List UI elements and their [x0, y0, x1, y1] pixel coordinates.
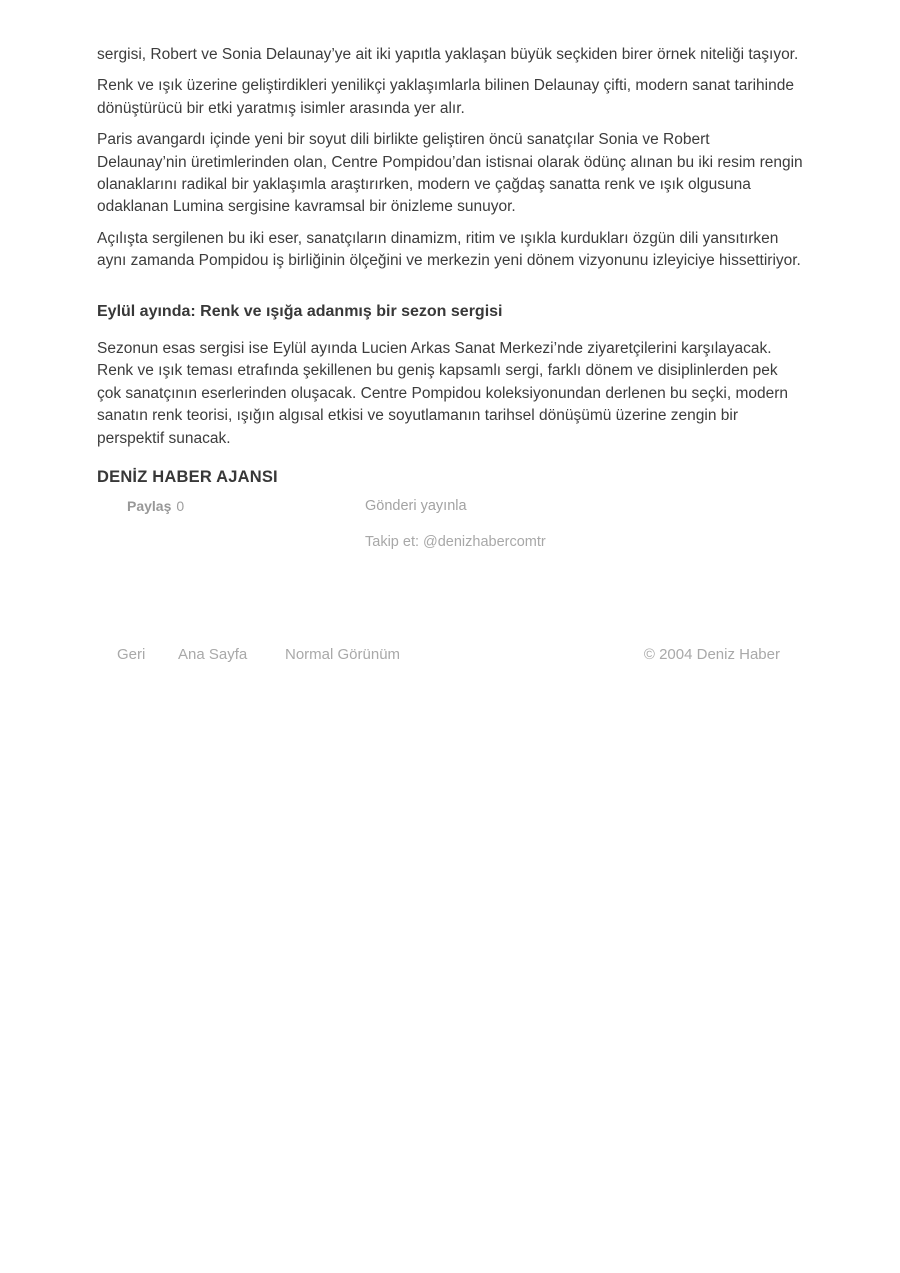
post-tweet-label[interactable]: Gönderi yayınla	[365, 497, 467, 514]
follow-widget	[365, 534, 546, 550]
footer-nav	[0, 646, 900, 666]
share-widgets-area	[97, 489, 803, 609]
article-paragraph: Renk ve ışık üzerine geliştirdikleri yenilikçi yaklaşımlarla bilinen Delaunay çifti, modern sanat tarihinde dönüştürücü bir etki yaratmış isimler arasında yer alır.	[97, 77, 794, 117]
share-count: 0	[176, 497, 185, 514]
agency-heading: DENİZ HABER AJANSI	[97, 468, 278, 487]
follow-label: Takip et:	[365, 533, 419, 550]
article-paragraph: sergisi, Robert ve Sonia Delaunay’ye ait iki yapıtla yaklaşan büyük seçkiden birer örnek niteliği taşıyor.	[97, 46, 799, 63]
article-body	[97, 44, 803, 609]
article-paragraph: Açılışta sergilenen bu iki eser, sanatçıların dinamizm, ritim ve ışıkla kurdukları özgün dili yansıtırken aynı zamanda Pompidou iş birliğinin ölçeğini ve merkezin yeni dönem vizyonunu izleyiciye hissettiriyor.	[97, 229, 801, 270]
article-paragraph: Paris avangardı içinde yeni bir soyut dili birlikte geliştiren öncü sanatçılar Sonia ve Robert Delaunay’nin üretimlerinden olan, Centre Pompidou’dan istisnai olarak ödünç alınan bu iki resim rengin olanaklarını radikal bir yaklaşımla araştırırken, modern ve çağdaş sanatta renk ve ışık olgusuna odaklanan Lumina sergisine kavramsal bir önizleme sunuyor.	[97, 131, 803, 216]
post-tweet-button[interactable]	[365, 498, 467, 514]
footer-link-normal-view[interactable]: Normal Görünüm	[285, 646, 401, 663]
section-heading: Eylül ayında: Renk ve ışığa adanmış bir sezon sergisi	[97, 302, 503, 320]
follow-handle-link[interactable]: @denizhabercomtr	[423, 533, 546, 550]
footer-copyright: © 2004 Deniz Haber	[643, 646, 780, 663]
share-button-label[interactable]: Paylaş	[127, 497, 172, 514]
share-button[interactable]	[127, 498, 184, 514]
footer-link-home[interactable]: Ana Sayfa	[178, 646, 248, 663]
footer-link-back[interactable]: Geri	[117, 646, 146, 663]
article-paragraph: Sezonun esas sergisi ise Eylül ayında Lucien Arkas Sanat Merkezi’nde ziyaretçilerini karşılayacak. Renk ve ışık teması etrafında şekillenen bu geniş kapsamlı sergi, farklı dönem ve disiplinlerden pek çok sanatçının eserlerinden oluşacak. Centre Pompidou koleksiyonundan derlenen bu seçki, modern sanatın renk teorisi, ışığın algısal etkisi ve soyutlamanın tarihsel dönüşümü üzerine zengin bir perspektif sunacak.	[97, 340, 789, 447]
